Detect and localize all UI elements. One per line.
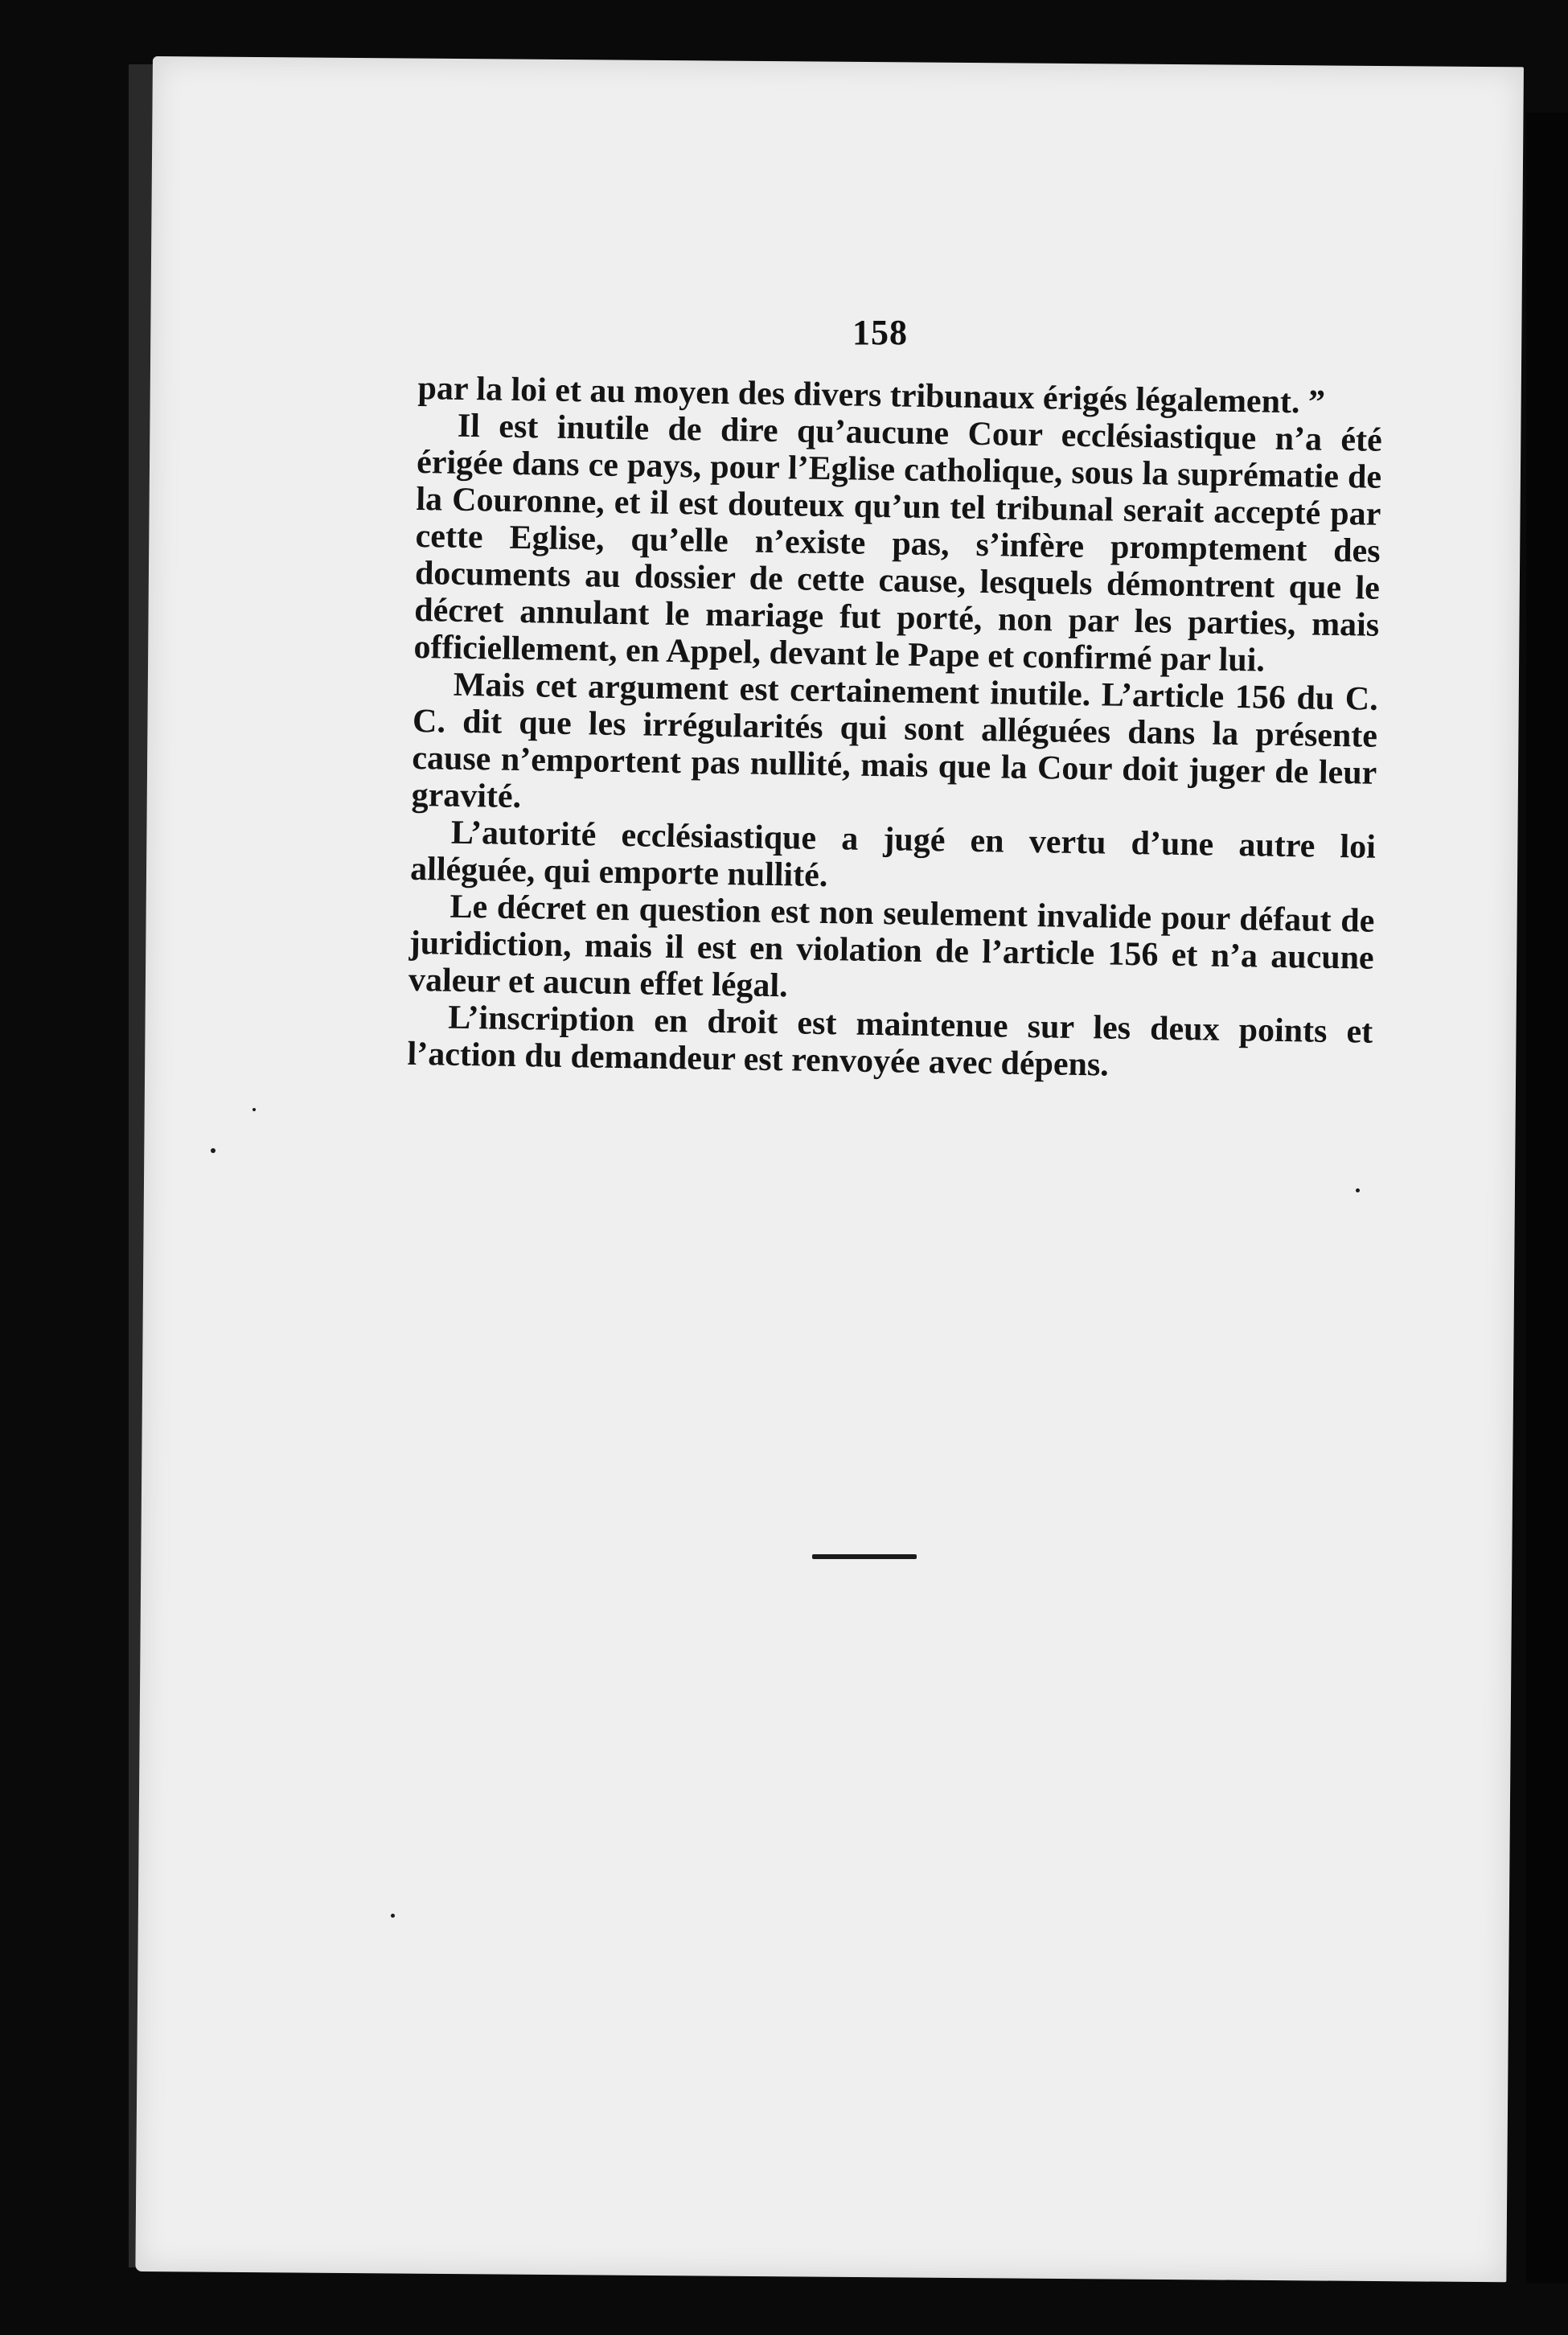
paragraph-2: Il est inutile de dire qu’aucune Cour ecclésiastique n’a été érigée dans ce pays, pour l’Eglise catholique, sous la suprématie de la Couronne, et il est douteux qu’un tel tribunal serait accepté par cette Eglise, qu’elle n’existe pas, s’infère promptement des documents au dossier de cette cause, lesquels démontrent que le décret annulant le mariage fut porté, non par les parties, mais officiellement, en Appel, devant le Pape et confirmé par lui. (413, 407, 1383, 679)
scan-speck (1356, 1188, 1360, 1192)
scan-speck (391, 1914, 395, 1918)
page-number: 158 (852, 313, 908, 352)
paragraph-4: L’autorité ecclésiastique a jugé en vertu d’une autre loi alléguée, qui emporte nullité. (409, 814, 1377, 895)
page-right-edge-shadow (1526, 113, 1568, 2284)
scan-speck (252, 1108, 256, 1111)
paragraph-6: L’inscription en droit est maintenue sur les deux points et l’action du demandeur est renvoyée avec dépens. (407, 999, 1373, 1084)
paragraph-3: Mais cet argument est certainement inutile. L’article 156 du C. C. dit que les irrégularités qui sont alléguées dans la présente cause n’emportent pas nullité, mais que la Cour doit juger de leur gravité. (411, 666, 1379, 816)
section-end-rule (812, 1554, 917, 1559)
scan-speck (211, 1148, 215, 1153)
paragraph-1: par la loi et au moyen des divers tribunaux érigés légalement. ” (417, 370, 1326, 421)
paragraph-5: Le décret en question est non seulement invalide pour défaut de juridiction, mais il est en violation de l’article 156 et n’a aucune valeur et aucun effet légal. (408, 888, 1375, 1005)
body-text (407, 370, 1383, 1088)
